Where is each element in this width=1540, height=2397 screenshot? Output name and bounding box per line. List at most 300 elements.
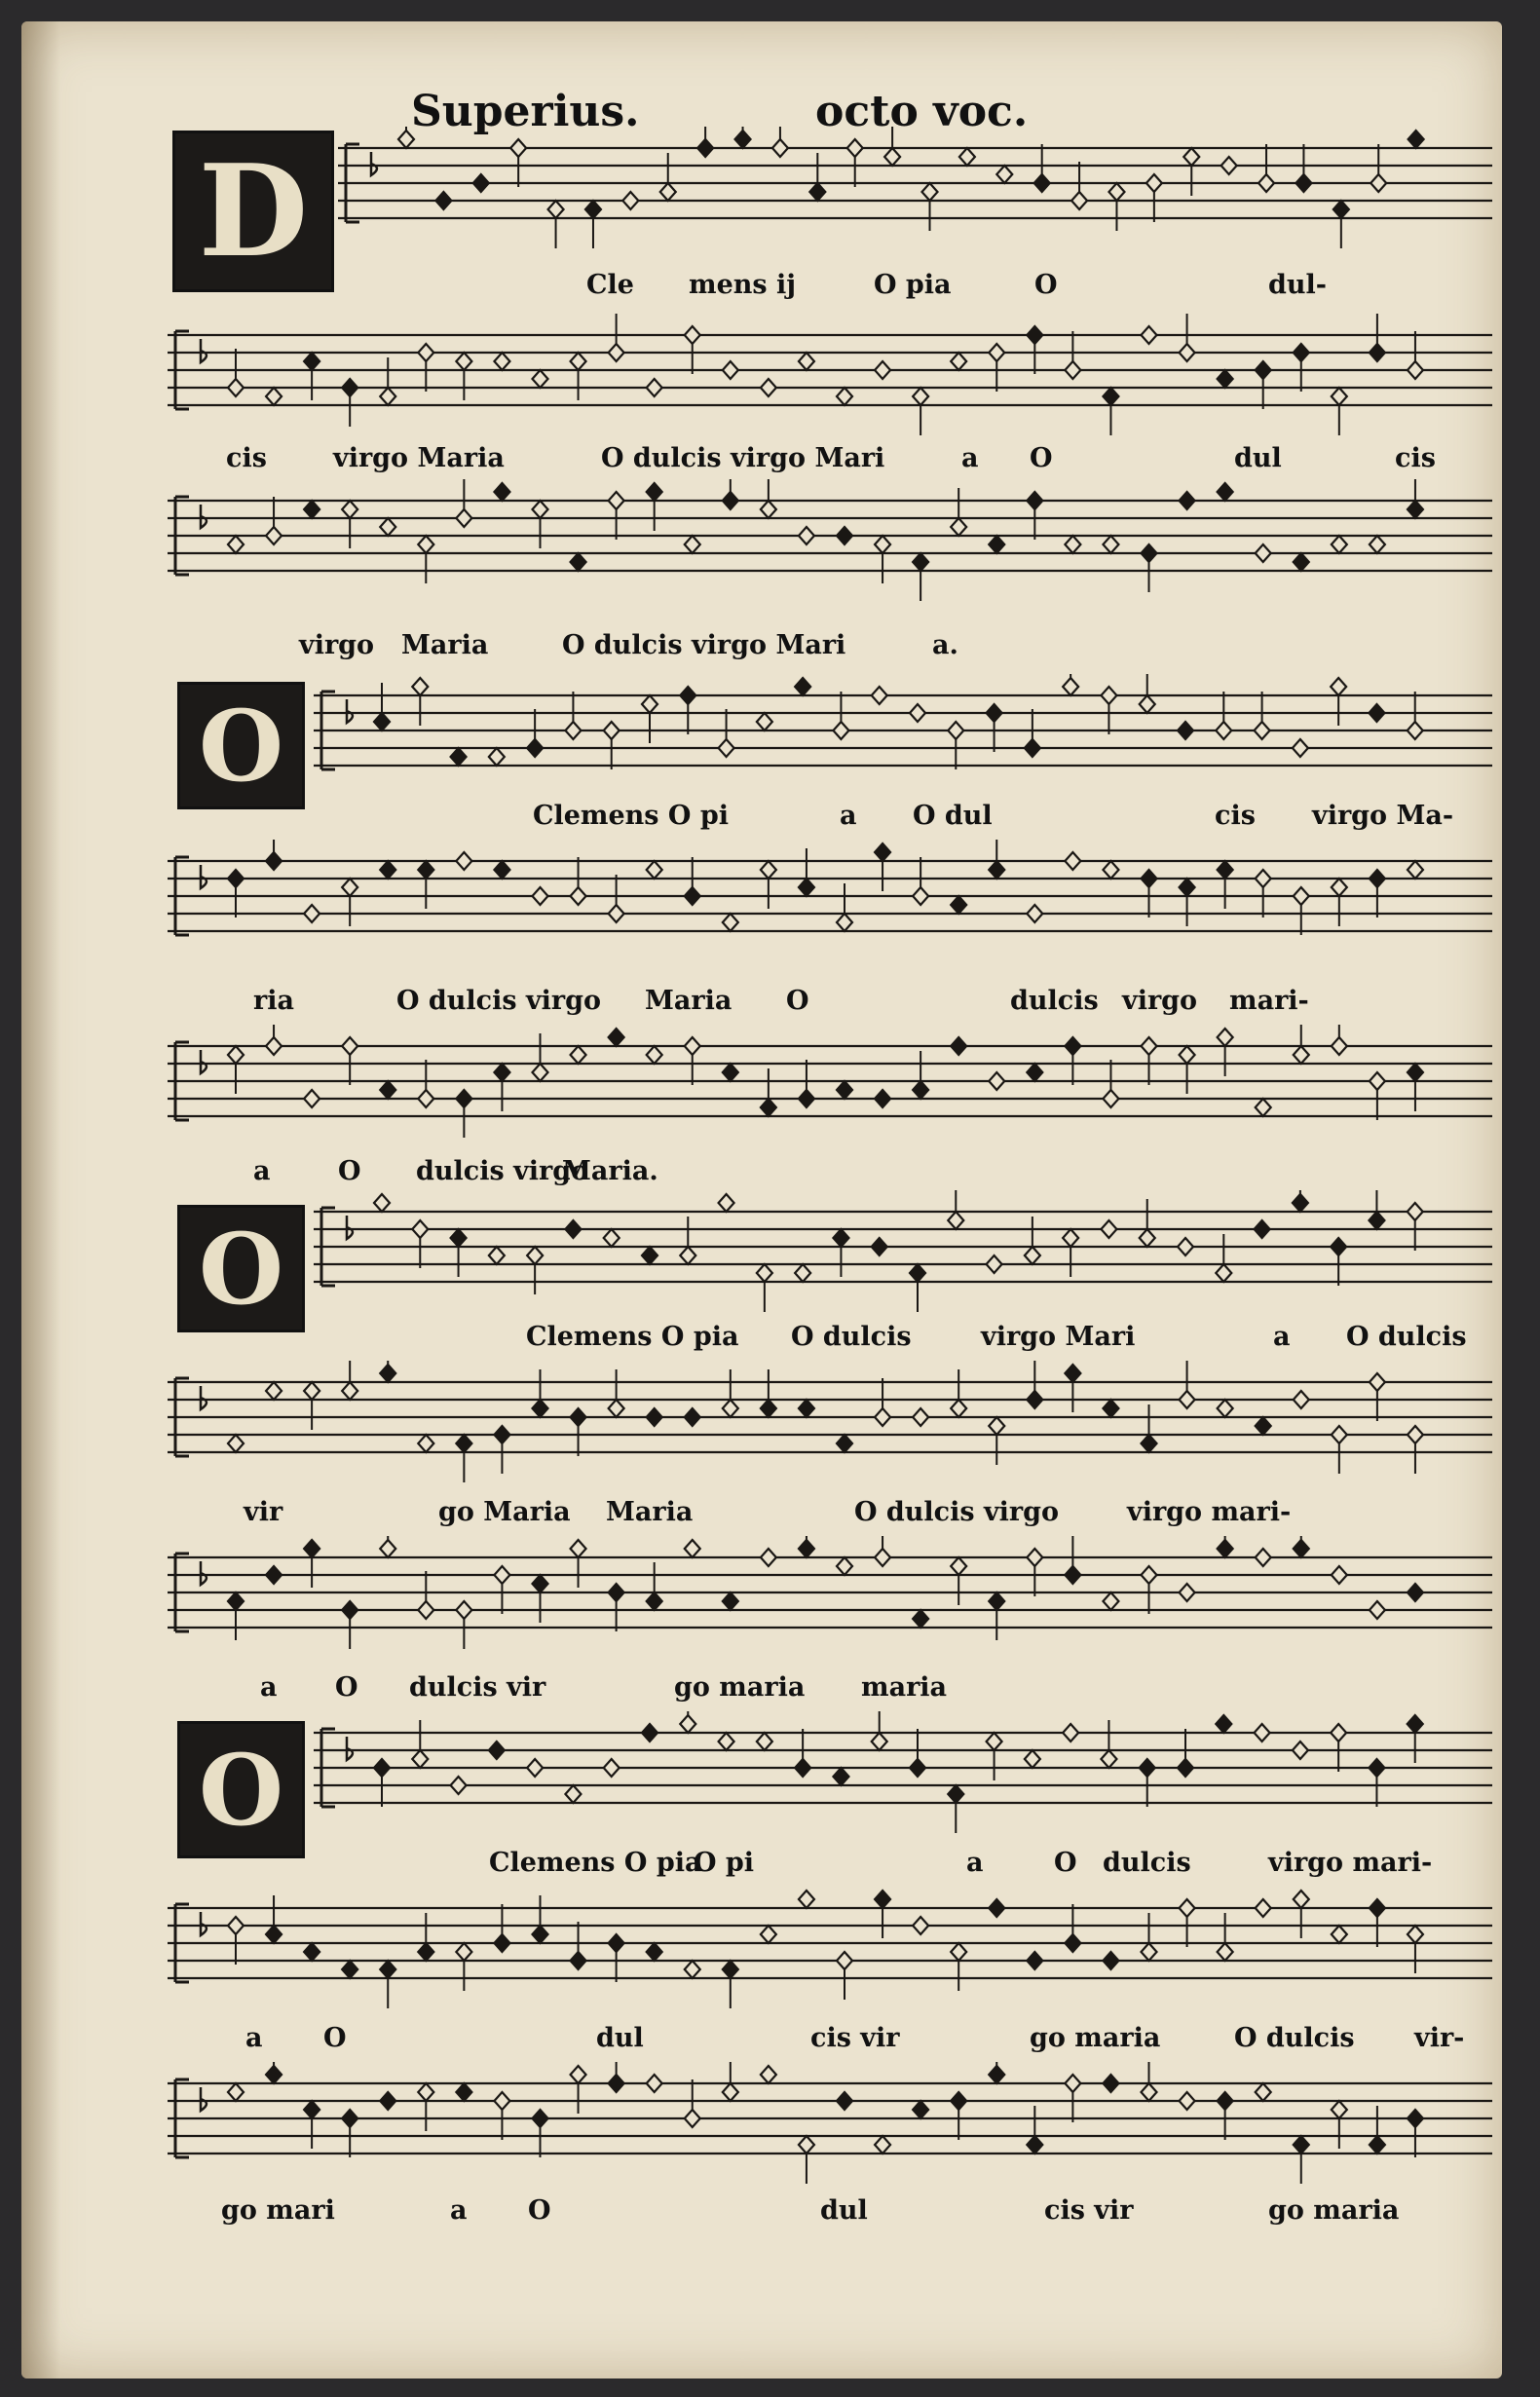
note-head [1370, 1072, 1385, 1090]
staff-lines [168, 1887, 1492, 2008]
note-head [1408, 1584, 1423, 1601]
note-head [1293, 1742, 1308, 1759]
note-head [1258, 174, 1274, 192]
note-head [266, 1566, 282, 1584]
note-head [1256, 544, 1271, 562]
note-head [571, 553, 586, 571]
music-staff [168, 1025, 1492, 1146]
note-head [418, 344, 433, 361]
note-head [228, 1592, 244, 1610]
staff-lines [168, 314, 1492, 435]
note-head [1142, 1037, 1157, 1055]
lyric-syllable: O [338, 1156, 361, 1186]
note-head [304, 1540, 319, 1557]
note-head [604, 1759, 620, 1777]
flat-sign [201, 339, 207, 362]
staff-lines [168, 1361, 1492, 1482]
note-head [1103, 861, 1118, 879]
note-head [772, 139, 788, 157]
note-head [951, 1943, 966, 1961]
note-head [1332, 388, 1347, 405]
note-head [1178, 1238, 1193, 1255]
note-head [795, 1759, 810, 1777]
lyric-syllable: Clemens O pi [533, 801, 729, 831]
note-head [1332, 536, 1347, 553]
note-head [833, 1768, 848, 1785]
note-head [571, 1408, 586, 1426]
note-head [456, 1090, 471, 1107]
note-head [761, 501, 776, 518]
note-head [875, 2136, 890, 2154]
note-head [1408, 1203, 1423, 1220]
note-head [680, 1715, 695, 1733]
lyric-syllable: O dulcis virgo [396, 986, 602, 1016]
initial-letter: O [198, 1732, 284, 1848]
book-page [21, 21, 1502, 2378]
decorated-initial [177, 682, 305, 809]
note-head [799, 2136, 814, 2154]
note-head [266, 1382, 282, 1400]
note-head [1331, 1724, 1346, 1742]
lyric-syllable: a [1273, 1322, 1291, 1352]
note-head [1025, 739, 1040, 757]
note-head [1142, 1435, 1157, 1452]
note-head [1294, 344, 1309, 361]
note-head [228, 2083, 244, 2101]
lyric-syllable: go Maria [438, 1497, 571, 1527]
lyric-syllable: Clemens O pia [489, 1848, 702, 1878]
note-head [527, 739, 543, 757]
lyric-syllable: go maria [1030, 2023, 1161, 2053]
note-head [565, 722, 581, 739]
note-head [1146, 174, 1162, 192]
note-head [418, 2083, 433, 2101]
note-head [833, 1229, 848, 1247]
music-staff [168, 840, 1492, 961]
note-head [847, 139, 863, 157]
note-head [1063, 678, 1078, 695]
note-head [1369, 1212, 1384, 1229]
note-head [685, 1037, 700, 1055]
note-head [380, 1365, 395, 1382]
note-head [757, 1733, 772, 1750]
note-head [1180, 1899, 1195, 1917]
note-head [494, 861, 509, 879]
lyric-syllable: O dul [913, 801, 993, 831]
note-head [1027, 492, 1042, 509]
note-head [1027, 326, 1042, 344]
note-head [1027, 1391, 1042, 1408]
note-head [1408, 1926, 1423, 1943]
note-head [1216, 1264, 1231, 1282]
note-head [761, 1926, 776, 1943]
note-head [533, 501, 548, 518]
note-head [1065, 1566, 1080, 1584]
note-head [1065, 1934, 1080, 1952]
note-head [451, 748, 467, 766]
note-head [527, 1759, 543, 1777]
note-head [418, 1943, 433, 1961]
note-head [1255, 1724, 1270, 1742]
note-head [948, 722, 963, 739]
note-head [228, 870, 244, 887]
flat-sign [201, 1561, 207, 1585]
note-head [228, 1917, 244, 1934]
note-head [989, 1072, 1004, 1090]
lyric-syllable: virgo mari- [1127, 1497, 1292, 1527]
note-head [609, 1584, 624, 1601]
note-head [1103, 1400, 1118, 1417]
note-head [304, 2101, 319, 2118]
note-head [1218, 1400, 1233, 1417]
note-head [875, 361, 890, 379]
note-head [266, 1037, 282, 1055]
note-head [548, 201, 564, 218]
note-head [761, 861, 776, 879]
note-head [685, 1540, 700, 1557]
music-staff [168, 1536, 1492, 1658]
note-head [996, 166, 1012, 183]
note-head [228, 1046, 244, 1064]
lyric-syllable: a [253, 1156, 271, 1186]
note-head [875, 843, 890, 861]
note-head [1294, 2136, 1309, 2154]
flat-sign [347, 699, 353, 723]
note-head [571, 1540, 586, 1557]
note-head [456, 1943, 471, 1961]
note-head [456, 2083, 471, 2101]
note-head [266, 527, 282, 544]
note-head [719, 739, 734, 757]
lyric-syllable: a [245, 2023, 263, 2053]
note-head [1142, 2083, 1157, 2101]
note-head [1369, 704, 1384, 722]
note-head [1025, 1247, 1040, 1264]
note-head [685, 326, 700, 344]
note-head [527, 1247, 543, 1264]
note-head [1256, 1899, 1271, 1917]
note-head [1332, 1037, 1347, 1055]
note-head [266, 852, 282, 870]
note-head [1256, 1099, 1271, 1116]
note-head [1408, 1064, 1423, 1081]
note-head [647, 483, 662, 501]
note-head [757, 1264, 772, 1282]
note-head [1256, 870, 1271, 887]
note-head [685, 887, 700, 905]
music-staff [168, 479, 1492, 601]
staff-lines [168, 479, 1492, 601]
note-head [342, 2110, 357, 2127]
note-head [872, 1733, 887, 1750]
lyric-syllable: O [1054, 1848, 1077, 1878]
note-head [837, 914, 852, 931]
lyric-syllable: O [1034, 270, 1058, 300]
note-head [1294, 553, 1309, 571]
note-head [609, 344, 624, 361]
note-head [380, 388, 395, 405]
note-head [757, 713, 772, 730]
lyric-syllable: O [528, 2195, 551, 2226]
note-head [1332, 1926, 1347, 1943]
note-head [228, 379, 244, 396]
note-head [1065, 536, 1080, 553]
note-head [1369, 1759, 1384, 1777]
note-head [533, 1926, 548, 1943]
note-head [1333, 201, 1349, 218]
note-head [987, 1255, 1002, 1273]
note-head [1142, 326, 1157, 344]
note-head [761, 1400, 776, 1417]
note-head [228, 1435, 244, 1452]
note-head [1180, 879, 1195, 896]
note-head [342, 1961, 357, 1978]
note-head [948, 1212, 963, 1229]
note-head [228, 536, 244, 553]
flat-sign [347, 1737, 353, 1760]
lyric-syllable: Cle [586, 270, 634, 300]
note-head [571, 1046, 586, 1064]
note-head [1103, 1592, 1118, 1610]
staff-lines [168, 1536, 1492, 1658]
note-head [989, 536, 1004, 553]
initial-letter: O [198, 1211, 284, 1327]
note-head [456, 852, 471, 870]
note-head [1180, 1391, 1195, 1408]
note-head [609, 1029, 624, 1046]
note-head [1294, 1046, 1309, 1064]
lyric-syllable: cis [1215, 801, 1256, 831]
note-head [1408, 1715, 1423, 1733]
note-head [913, 2101, 928, 2118]
note-head [1178, 1759, 1193, 1777]
lyric-syllable: O dulcis virgo [854, 1497, 1060, 1527]
note-head [510, 139, 526, 157]
note-head [1332, 879, 1347, 896]
note-head [723, 1064, 738, 1081]
note-head [647, 1408, 662, 1426]
note-head [412, 1750, 428, 1768]
lyric-syllable: cis vir [1044, 2195, 1134, 2226]
note-head [1255, 1220, 1270, 1238]
lyric-syllable: go maria [674, 1672, 806, 1703]
note-head [647, 379, 662, 396]
note-head [342, 1382, 357, 1400]
note-head [951, 1557, 966, 1575]
note-head [837, 2092, 852, 2110]
note-head [1065, 1037, 1080, 1055]
decorated-initial [172, 131, 334, 292]
note-head [680, 687, 695, 704]
note-head [565, 1220, 581, 1238]
note-head [304, 353, 319, 370]
note-head [799, 879, 814, 896]
lyric-syllable: O dulcis [791, 1322, 912, 1352]
music-staff [168, 1361, 1492, 1482]
note-head [533, 887, 548, 905]
note-head [723, 1961, 738, 1978]
flat-sign [347, 1216, 353, 1239]
staff-lines [314, 1190, 1492, 1312]
note-head [1331, 678, 1346, 695]
note-head [1071, 192, 1087, 209]
note-head [1027, 1952, 1042, 1969]
lyric-syllable: dulcis [1010, 986, 1099, 1016]
note-head [1065, 2075, 1080, 2092]
note-head [875, 536, 890, 553]
note-head [1408, 501, 1423, 518]
note-head [342, 501, 357, 518]
note-head [1370, 344, 1385, 361]
note-head [489, 748, 505, 766]
note-head [951, 896, 966, 914]
music-staff [338, 127, 1492, 248]
lyric-syllable: Maria [645, 986, 732, 1016]
note-head [494, 1064, 509, 1081]
note-head [1027, 905, 1042, 922]
note-head [799, 527, 814, 544]
note-head [418, 861, 433, 879]
note-head [799, 1090, 814, 1107]
note-head [342, 1601, 357, 1619]
music-staff [168, 2062, 1492, 2184]
note-head [837, 1081, 852, 1099]
note-head [571, 887, 586, 905]
note-head [913, 553, 928, 571]
note-head [1218, 2092, 1233, 2110]
music-staff [314, 1711, 1492, 1833]
note-head [489, 1742, 505, 1759]
lyric-syllable: go maria [1268, 2195, 1400, 2226]
note-head [660, 183, 676, 201]
note-head [609, 1934, 624, 1952]
note-head [1180, 2092, 1195, 2110]
note-head [412, 1220, 428, 1238]
staff-lines [168, 840, 1492, 961]
note-head [799, 1891, 814, 1908]
lyric-syllable: virgo Ma- [1312, 801, 1454, 831]
note-head [418, 1435, 433, 1452]
note-head [1331, 1238, 1346, 1255]
lyric-syllable: cis [1395, 443, 1436, 473]
note-head [533, 370, 548, 388]
note-head [1370, 870, 1385, 887]
lyric-syllable: dul- [1268, 270, 1327, 300]
lyric-syllable: virgo Mari [981, 1322, 1136, 1352]
note-head [951, 353, 966, 370]
note-head [989, 1592, 1004, 1610]
note-head [533, 1400, 548, 1417]
lyric-syllable: Clemens O pia [526, 1322, 739, 1352]
lyric-syllable: ria [253, 986, 294, 1016]
lyric-syllable: O [786, 986, 809, 1016]
note-head [1103, 388, 1118, 405]
note-head [418, 1090, 433, 1107]
note-head [1218, 370, 1233, 388]
note-head [1142, 1943, 1157, 1961]
note-head [872, 1238, 887, 1255]
note-head [1103, 1090, 1118, 1107]
note-head [304, 905, 319, 922]
note-head [412, 678, 428, 695]
lyric-syllable: Maria [606, 1497, 694, 1527]
note-head [799, 1400, 814, 1417]
note-head [1142, 1566, 1157, 1584]
note-head [922, 183, 938, 201]
note-head [1370, 2136, 1385, 2154]
lyric-syllable: O pia [874, 270, 952, 300]
lyric-syllable: dul [1234, 443, 1282, 473]
note-head [875, 1408, 890, 1426]
note-head [1063, 1724, 1078, 1742]
lyric-syllable: O [1030, 443, 1053, 473]
note-head [951, 1037, 966, 1055]
flat-sign [201, 1912, 207, 1935]
note-head [342, 1037, 357, 1055]
note-head [723, 361, 738, 379]
note-head [1218, 1943, 1233, 1961]
lyric-syllable: dul [820, 2195, 868, 2226]
note-head [565, 1785, 581, 1803]
note-head [913, 1610, 928, 1628]
note-head [1294, 887, 1309, 905]
lyric-syllable: O dulcis virgo Mari [562, 630, 846, 660]
note-head [1408, 361, 1423, 379]
lyric-syllable: go mari [221, 2195, 335, 2226]
lyric-syllable: a [961, 443, 979, 473]
note-head [647, 1592, 662, 1610]
note-head [1103, 2075, 1118, 2092]
note-head [1216, 722, 1231, 739]
note-head [761, 1549, 776, 1566]
initial-letter: O [198, 688, 284, 804]
note-head [913, 388, 928, 405]
staff-lines [338, 127, 1492, 248]
note-head [1180, 344, 1195, 361]
note-head [1142, 544, 1157, 562]
note-head [799, 1540, 814, 1557]
note-head [647, 2075, 662, 2092]
note-head [1332, 1426, 1347, 1443]
note-head [647, 1046, 662, 1064]
note-head [989, 344, 1004, 361]
note-head [1256, 361, 1271, 379]
note-head [304, 1943, 319, 1961]
note-head [989, 1899, 1004, 1917]
lyric-syllable: a [840, 801, 857, 831]
note-head [1255, 722, 1270, 739]
lyric-syllable: cis vir [810, 2023, 900, 2053]
note-head [1180, 1046, 1195, 1064]
note-head [380, 1081, 395, 1099]
note-head [609, 492, 624, 509]
lyric-syllable: dulcis vir [409, 1672, 546, 1703]
note-head [494, 2092, 509, 2110]
music-staff [168, 314, 1492, 435]
lyric-syllable: O dulcis [1234, 2023, 1355, 2053]
note-head [342, 379, 357, 396]
lyric-syllable: mens ij [689, 270, 797, 300]
note-head [761, 379, 776, 396]
note-head [837, 1435, 852, 1452]
note-head [304, 1382, 319, 1400]
note-head [809, 183, 825, 201]
note-head [1218, 1540, 1233, 1557]
music-staff [168, 1887, 1492, 2008]
note-head [1218, 861, 1233, 879]
lyric-syllable: a [260, 1672, 278, 1703]
note-head [1065, 852, 1080, 870]
